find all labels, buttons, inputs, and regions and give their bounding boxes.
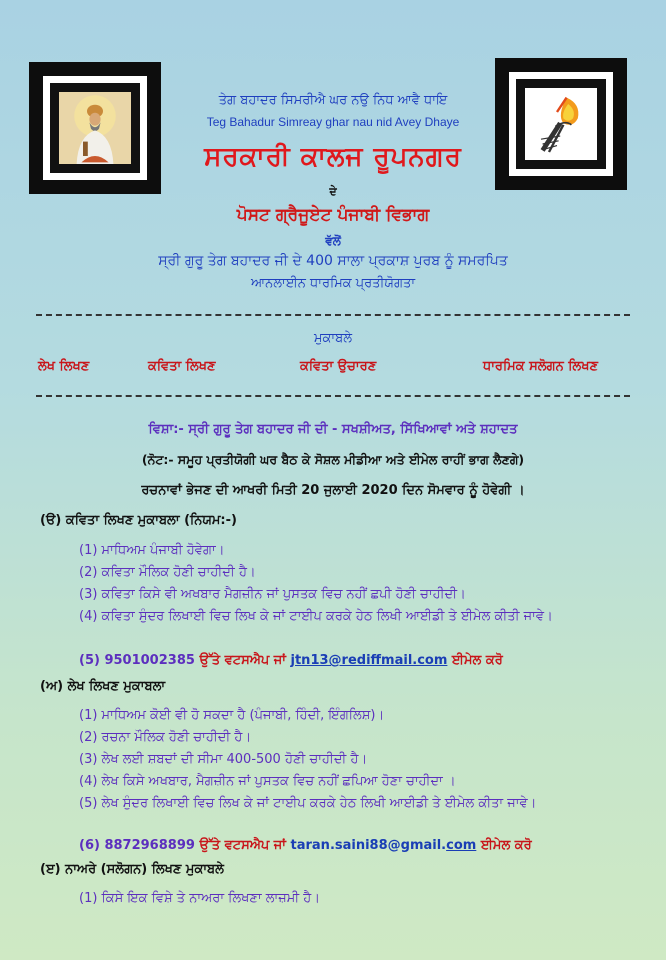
section-b-contact (79, 838, 532, 853)
section-a-rule: (3) ਕਵਿਤਾ ਕਿਸੇ ਵੀ ਅਖਬਾਰ ਮੈਗਜ਼ੀਨ ਜਾਂ ਪੁਸਤਕ ਵਿਚ ਨਹੀਂ ਛਪੀ ਹੋਣੀ ਚਾਹੀਦੀ। (79, 587, 466, 602)
section-b-rule: (3) ਲੇਖ ਲਈ ਸ਼ਬਦਾਂ ਦੀ ਸੀਮਾ 400-500 ਹੋਣੀ ਚਾਹੀਦੀ ਹੈ। (79, 752, 368, 767)
competition-poem-writing: ਕਵਿਤਾ ਲਿਖਣ (148, 359, 216, 374)
section-b-rule: (1) ਮਾਧਿਅਮ ਕੋਈ ਵੀ ਹੋ ਸਕਦਾ ਹੈ (ਪੰਜਾਬੀ, ਹਿੰਦੀ, ਇੰਗਲਿਸ਼)। (79, 708, 385, 723)
competition-poem-recitation: ਕਵਿਤਾ ਉਚਾਰਣ (300, 359, 377, 374)
competition-essay: ਲੇਖ ਲਿਖਣ (38, 359, 90, 374)
header-quote-punjabi: ਤੇਗ ਬਹਾਦਰ ਸਿਮਰੀਐ ਘਰ ਨਉ ਨਿਧ ਆਵੈ ਧਾਇ (218, 93, 448, 108)
deadline-line: ਰਚਨਾਵਾਂ ਭੇਜਣ ਦੀ ਆਖਰੀ ਮਿਤੀ 20 ਜੁਲਾਈ 2020 ਦਿਨ ਸੋਮਵਾਰ ਨੂੰ ਹੋਵੇਗੀ । (141, 483, 525, 498)
online-competition-title: ਆਨਲਾਈਨ ਧਾਰਮਿਕ ਪ੍ਰਤੀਯੋਗਤਾ (250, 276, 416, 291)
header-de: ਦੇ (329, 185, 337, 198)
header-valon: ਵੱਲੋਂ (325, 234, 341, 248)
section-b-rule: (4) ਲੇਖ ਕਿਸੇ ਅਖਬਾਰ, ਮੈਗਜ਼ੀਨ ਜਾਂ ਪੁਸਤਕ ਵਿਚ ਨਹੀਂ ਛਪਿਆ ਹੋਣਾ ਚਾਹੀਦਾ । (79, 774, 456, 789)
header-quote-english: Teg Bahadur Simreay ghar nau nid Avey Dhaye (206, 115, 460, 129)
note-line: (ਨੋਟ:- ਸਮੂਹ ਪ੍ਰਤੀਯੋਗੀ ਘਰ ਬੈਠ ਕੇ ਸੋਸ਼ਲ ਮੀਡੀਆ ਅਤੇ ਈਮੇਲ ਰਾਹੀਂ ਭਾਗ ਲੈਣਗੇ) (141, 452, 525, 467)
dedication-line: ਸ੍ਰੀ ਗੁਰੂ ਤੇਗ ਬਹਾਦਰ ਜੀ ਦੇ 400 ਸਾਲਾ ਪ੍ਰਕਾਸ਼ ਪੁਰਬ ਨੂੰ ਸਮਰਪਿਤ (158, 253, 508, 269)
divider-bottom (36, 395, 630, 397)
section-b-heading: (ਅ) ਲੇਖ ਲਿਖਣ ਮੁਕਾਬਲਾ (40, 679, 166, 694)
section-c-rule: (1) ਕਿਸੇ ਇਕ ਵਿਸ਼ੇ ਤੇ ਨਾਅਰਾ ਲਿਖਣਾ ਲਾਜ਼ਮੀ ਹੈ। (79, 891, 321, 906)
section-a-heading: (ੳ) ਕਵਿਤਾ ਲਿਖਣ ਮੁਕਾਬਲਾ (ਨਿਯਮ:-) (40, 513, 237, 528)
section-a-whatsapp-text: ਉੱਤੇ ਵਟਸਐਪ ਜਾਂ (194, 653, 291, 668)
section-b-email-user[interactable]: taran.saini88@gmail. (290, 838, 447, 853)
section-a-email-link[interactable]: jtn13@rediffmail.com (290, 653, 448, 668)
competition-slogan: ਧਾਰਮਿਕ ਸਲੋਗਨ ਲਿਖਣ (483, 359, 598, 374)
section-a-contact (79, 653, 503, 668)
section-b-phone: (6) 8872968899 (79, 838, 195, 853)
section-c-heading: (ੲ) ਨਾਅਰੇ (ਸਲੋਗਨ) ਲਿਖਣ ਮੁਕਾਬਲੇ (40, 862, 224, 877)
competitions-heading: ਮੁਕਾਬਲੇ (313, 331, 353, 346)
section-b-whatsapp-text: ਉੱਤੇ ਵਟਸਐਪ ਜਾਂ (194, 838, 291, 853)
section-b-rule: (5) ਲੇਖ ਸੁੰਦਰ ਲਿਖਾਈ ਵਿਚ ਲਿਖ ਕੇ ਜਾਂ ਟਾਈਪ ਕਰਕੇ ਹੇਠ ਲਿਖੀ ਆਈਡੀ ਤੇ ਈਮੇਲ ਕੀਤਾ ਜਾਵੇ। (79, 796, 537, 811)
section-b-email-text: ਈਮੇਲ ਕਰੋ (476, 838, 532, 853)
topic-line: ਵਿਸ਼ਾ:- ਸ੍ਰੀ ਗੁਰੂ ਤੇਗ ਬਹਾਦਰ ਜੀ ਦੀ - ਸਖਸ਼ੀਅਤ, ਸਿੱਖਿਆਵਾਂ ਅਤੇ ਸ਼ਹਾਦਤ (148, 422, 518, 437)
section-a-rule: (4) ਕਵਿਤਾ ਸੁੰਦਰ ਲਿਖਾਈ ਵਿਚ ਲਿਖ ਕੇ ਜਾਂ ਟਾਈਪ ਕਰਕੇ ਹੇਠ ਲਿਖੀ ਆਈਡੀ ਤੇ ਈਮੇਲ ਕੀਤੀ ਜਾਵੇ। (79, 609, 553, 624)
department-name: ਪੋਸਟ ਗ੍ਰੈਜੂਏਟ ਪੰਜਾਬੀ ਵਿਭਾਗ (236, 205, 430, 225)
section-a-rule: (2) ਕਵਿਤਾ ਮੌਲਿਕ ਹੋਣੀ ਚਾਹੀਦੀ ਹੈ। (79, 565, 256, 580)
section-b-rule: (2) ਰਚਨਾ ਮੌਲਿਕ ਹੋਣੀ ਚਾਹੀਦੀ ਹੈ। (79, 730, 252, 745)
section-a-phone: (5) 9501002385 (79, 653, 195, 668)
section-b-email-domain[interactable]: com (446, 838, 477, 853)
college-name: ਸਰਕਾਰੀ ਕਾਲਜ ਰੂਪਨਗਰ (204, 142, 462, 172)
section-a-rule: (1) ਮਾਧਿਅਮ ਪੰਜਾਬੀ ਹੋਵੇਗਾ। (79, 543, 225, 558)
section-a-email-text: ਈਮੇਲ ਕਰੋ (447, 653, 503, 668)
divider-top (36, 314, 630, 316)
